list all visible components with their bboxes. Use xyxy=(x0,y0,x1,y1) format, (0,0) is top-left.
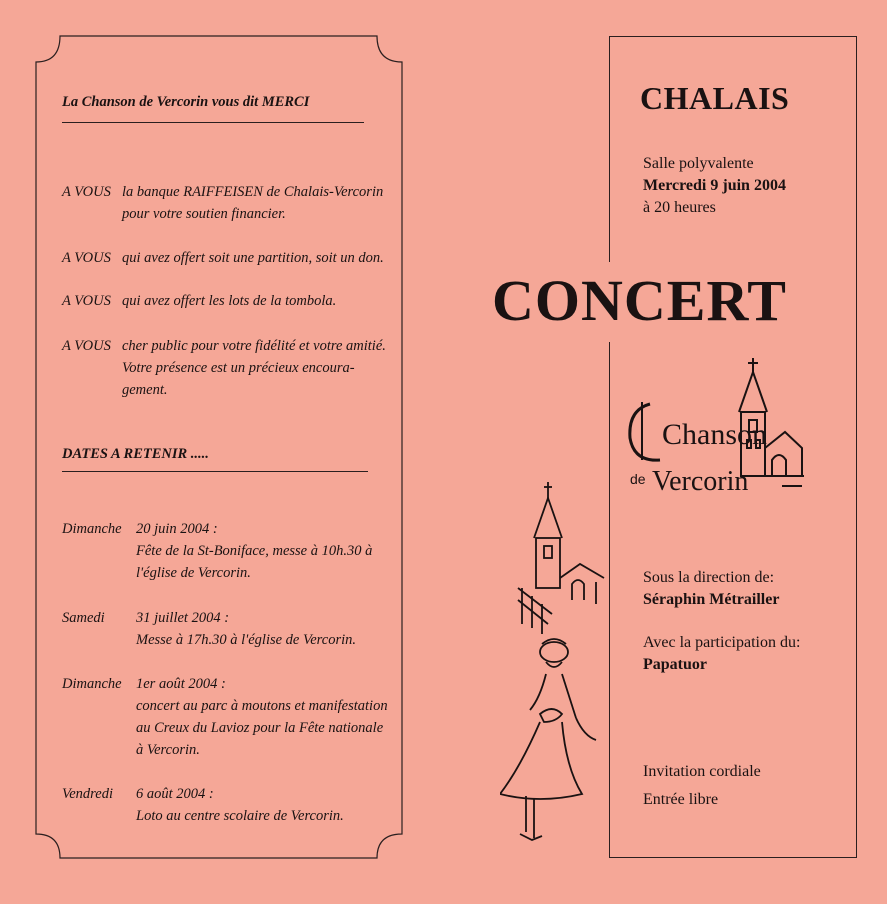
thanks-text: cher public pour votre fidélité et votre amitié. xyxy=(122,338,386,354)
date-day: Dimanche xyxy=(62,676,122,692)
participant-name: Papatuor xyxy=(643,656,707,673)
invitation-text: Invitation cordiale xyxy=(643,763,761,780)
date-text: à Vercorin. xyxy=(136,742,200,758)
dates-title-rule xyxy=(62,471,368,472)
logo-word-de: de xyxy=(630,471,646,487)
thanks-text: Votre présence est un précieux encoura- xyxy=(122,360,355,376)
town-title: CHALAIS xyxy=(640,80,790,116)
date-day: Dimanche xyxy=(62,521,122,537)
date-text: Loto au centre scolaire de Vercorin. xyxy=(136,808,344,824)
thanks-text: pour votre soutien financier. xyxy=(122,206,286,222)
thanks-text: qui avez offert les lots de la tombola. xyxy=(122,293,337,309)
director-name: Séraphin Métrailler xyxy=(643,591,780,608)
venue: Salle polyvalente xyxy=(643,155,754,172)
concert-headline: CONCERT xyxy=(492,268,787,333)
dates-title: DATES A RETENIR ..... xyxy=(62,446,209,462)
thanks-title: La Chanson de Vercorin vous dit MERCI xyxy=(62,94,310,110)
date-text: Fête de la St-Boniface, messe à 10h.30 à xyxy=(136,543,373,559)
date-text: 1er août 2004 : xyxy=(136,676,226,692)
participation-label: Avec la participation du: xyxy=(643,634,801,651)
thanks-text: la banque RAIFFEISEN de Chalais-Vercorin xyxy=(122,184,384,200)
date-text: 31 juillet 2004 : xyxy=(136,610,230,626)
thanks-label: A VOUS xyxy=(62,184,111,200)
date-text: l'église de Vercorin. xyxy=(136,565,251,581)
date-text: Messe à 17h.30 à l'église de Vercorin. xyxy=(136,632,357,648)
thanks-label: A VOUS xyxy=(62,338,111,354)
logo-word-vercorin: Vercorin xyxy=(652,466,749,497)
thanks-label: A VOUS xyxy=(62,250,111,266)
entry-text: Entrée libre xyxy=(643,791,719,808)
chanson-logo xyxy=(622,356,812,501)
date-text: au Creux du Lavioz pour la Fête nationale xyxy=(136,720,384,736)
event-date: Mercredi 9 juin 2004 xyxy=(643,177,786,194)
date-text: 20 juin 2004 : xyxy=(136,521,218,537)
church-lady-illustration xyxy=(500,478,610,848)
thanks-label: A VOUS xyxy=(62,293,111,309)
date-day: Vendredi xyxy=(62,786,114,802)
thanks-text: qui avez offert soit une partition, soit un don. xyxy=(122,250,384,266)
date-day: Samedi xyxy=(62,610,105,626)
thanks-text: gement. xyxy=(122,382,168,398)
thanks-title-rule xyxy=(62,122,364,123)
date-text: 6 août 2004 : xyxy=(136,786,214,802)
event-time: à 20 heures xyxy=(643,199,716,216)
direction-label: Sous la direction de: xyxy=(643,569,775,586)
date-text: concert au parc à moutons et manifestation xyxy=(136,698,388,714)
logo-word-chanson: Chanson xyxy=(662,418,767,451)
